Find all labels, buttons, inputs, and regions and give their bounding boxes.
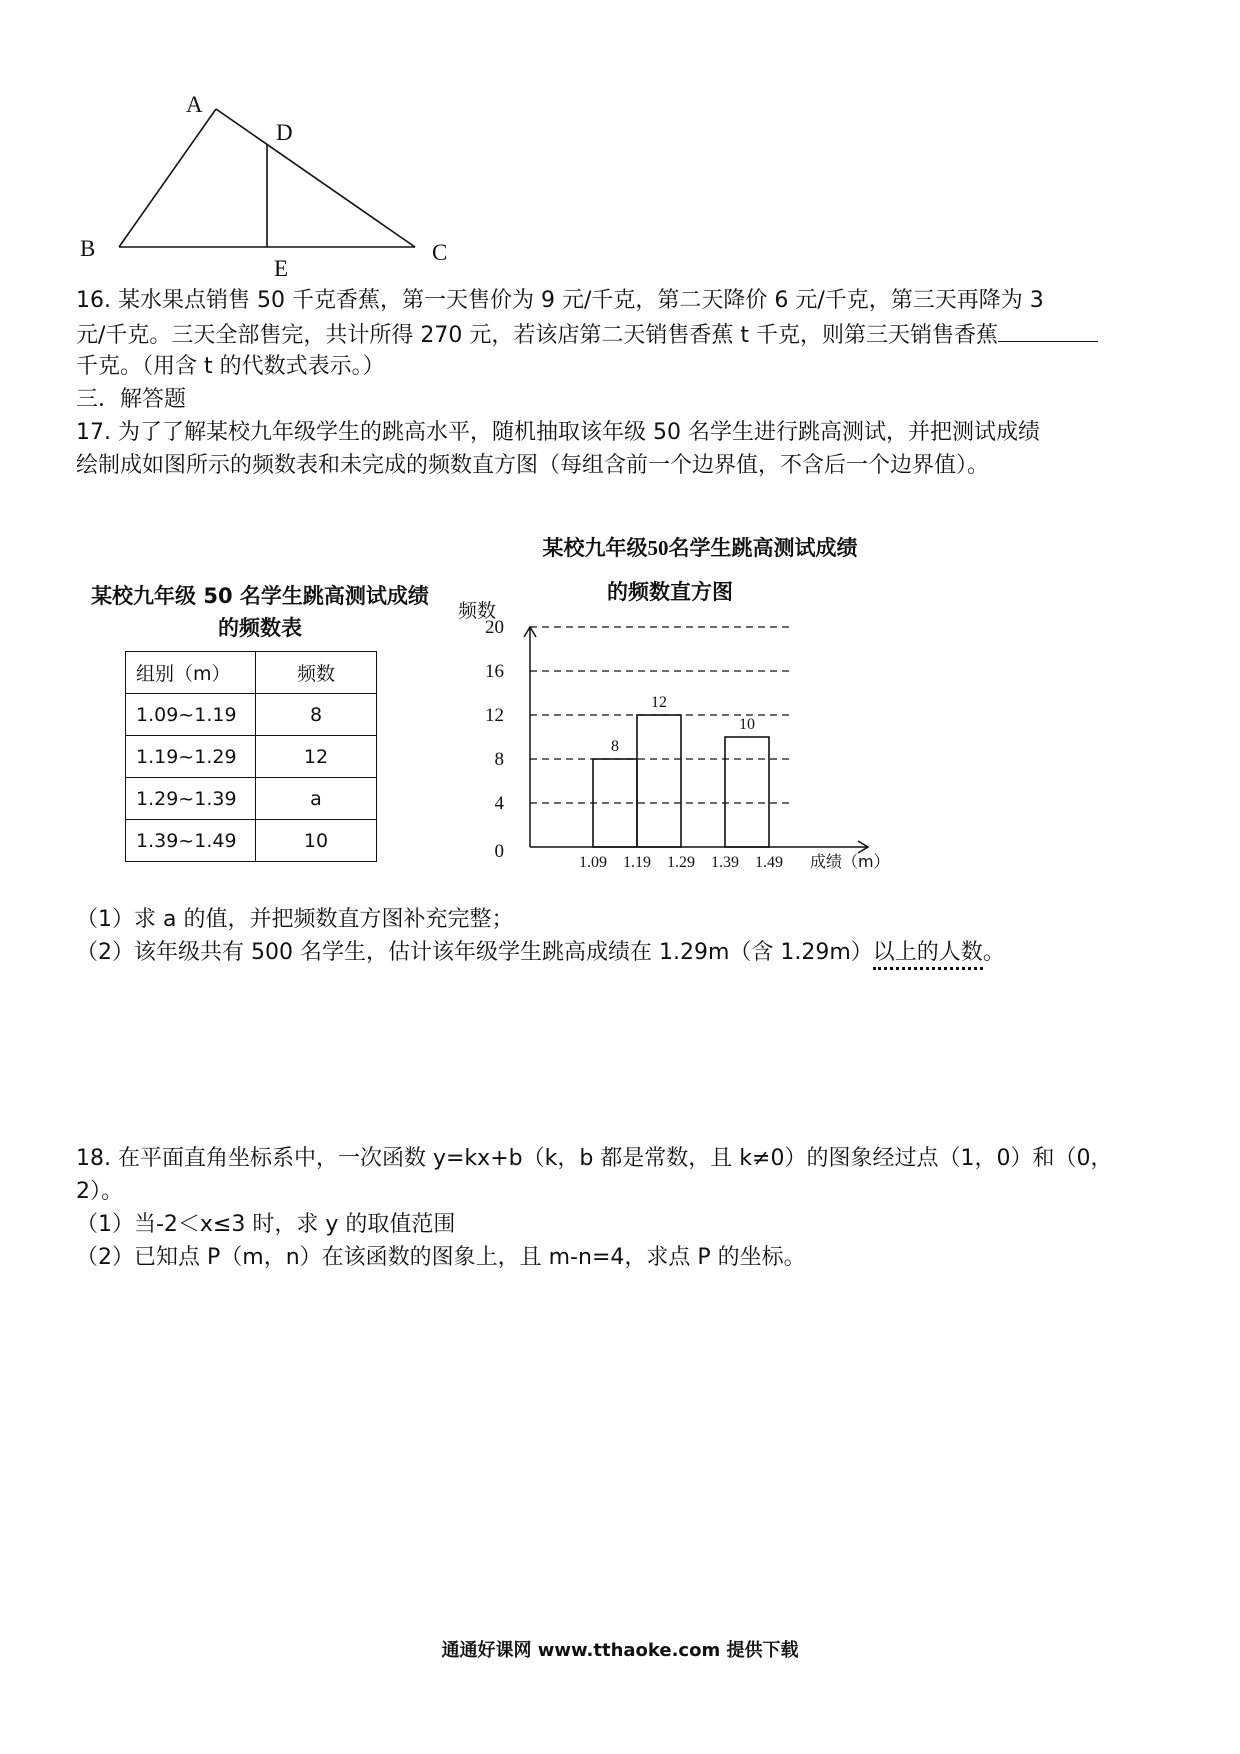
- q17-line1: 17. 为了了解某校九年级学生的跳高水平，随机抽取该年级 50 名学生进行跳高测试，并把测试成绩: [76, 420, 1040, 445]
- table-header-count: 频数: [256, 652, 377, 694]
- table-row: [126, 820, 377, 862]
- table-header-group: 组别（m）: [126, 652, 256, 694]
- freq-table-title: [70, 580, 450, 644]
- bar-data-label: 10: [739, 716, 755, 733]
- segment-ab: [119, 109, 216, 247]
- q16-line2-text: 元/千克。三天全部售完，共计所得 270 元，若该店第二天销售香蕉 t 千克，则第三天销售香蕉: [76, 323, 999, 348]
- vertex-label-a: A: [186, 92, 203, 117]
- x-tick-label: 1.19: [623, 854, 651, 871]
- histogram-bar: [637, 715, 681, 847]
- q17-line2: 绘制成如图所示的频数表和未完成的频数直方图（每组含前一个边界值，不含后一个边界值）。: [76, 453, 990, 478]
- y-tick-label: 0: [494, 841, 504, 862]
- table-cell-count: 10: [256, 820, 377, 862]
- vertex-label-b: B: [80, 236, 96, 261]
- q17-part2-emphasis: 以上的人数: [873, 940, 983, 970]
- y-axis-label: 频数: [458, 600, 497, 622]
- q18-line1: 18. 在平面直角坐标系中，一次函数 y=kx+b（k，b 都是常数，且 k≠0）的图象经过点（1，0）和（0，: [76, 1146, 1113, 1171]
- frequency-histogram: [450, 585, 910, 885]
- q18-line2: 2）。: [76, 1179, 123, 1204]
- histogram-bar: [725, 737, 769, 847]
- table-row: [126, 694, 377, 736]
- q18-part2: （2）已知点 P（m，n）在该函数的图象上，且 m-n=4，求点 P 的坐标。: [76, 1245, 806, 1270]
- x-tick-label: 1.09: [579, 854, 607, 871]
- q16-line1: 16. 某水果点销售 50 千克香蕉，第一天售价为 9 元/千克，第二天降价 6 元/千克，第三天再降为 3: [76, 288, 1044, 313]
- table-cell-count: 12: [256, 736, 377, 778]
- y-tick-label: 4: [494, 793, 504, 814]
- q17-part1: （1）求 a 的值，并把频数直方图补充完整；: [76, 907, 514, 932]
- table-cell-count: 8: [256, 694, 377, 736]
- table-cell-group: 1.19~1.29: [126, 736, 256, 778]
- table-header-row: [126, 652, 377, 694]
- y-tick-label: 20: [485, 617, 504, 638]
- segment-ac: [216, 109, 415, 247]
- q18-part1: （1）当-2＜x≤3 时，求 y 的取值范围: [76, 1212, 456, 1237]
- y-tick-label: 8: [494, 749, 504, 770]
- section-title: 三．解答题: [76, 387, 187, 412]
- table-cell-count: a: [256, 778, 377, 820]
- histogram-title-line2: 的频数直方图: [607, 580, 733, 604]
- x-tick-label: 1.29: [667, 854, 695, 871]
- vertex-label-d: D: [276, 120, 293, 145]
- q17-part2-end: 。: [982, 940, 1005, 965]
- q16-answer-blank[interactable]: [998, 319, 1098, 342]
- y-tick-label: 12: [485, 705, 504, 726]
- footer-text: 通通好课网 www.tthaoke.com 提供下载: [441, 1640, 799, 1661]
- bar-data-label: 12: [651, 694, 667, 711]
- freq-table-title-line2: 的频数表: [218, 616, 302, 640]
- vertex-label-e: E: [274, 256, 289, 281]
- q17-part2: [76, 938, 1005, 968]
- y-tick-label: 16: [485, 661, 504, 682]
- q16-line3: 千克。（用含 t 的代数式表示。）: [76, 354, 385, 379]
- x-tick-label: 1.39: [711, 854, 739, 871]
- x-tick-label: 1.49: [755, 854, 783, 871]
- table-cell-group: 1.39~1.49: [126, 820, 256, 862]
- q17-part2-text: （2）该年级共有 500 名学生，估计该年级学生跳高成绩在 1.29m（含 1.29m）: [76, 940, 873, 965]
- freq-table-title-line1: 某校九年级 50 名学生跳高测试成绩: [91, 584, 429, 608]
- frequency-table: [125, 651, 377, 862]
- table-cell-group: 1.29~1.39: [126, 778, 256, 820]
- q16-line2: [76, 319, 1098, 351]
- table-row: [126, 736, 377, 778]
- histogram-title-line1: 某校九年级50名学生跳高测试成绩: [542, 536, 858, 560]
- x-axis-label: 成绩（m）: [810, 852, 890, 871]
- table-row: [126, 778, 377, 820]
- vertex-label-c: C: [432, 240, 448, 265]
- bar-data-label: 8: [611, 738, 619, 755]
- table-cell-group: 1.09~1.19: [126, 694, 256, 736]
